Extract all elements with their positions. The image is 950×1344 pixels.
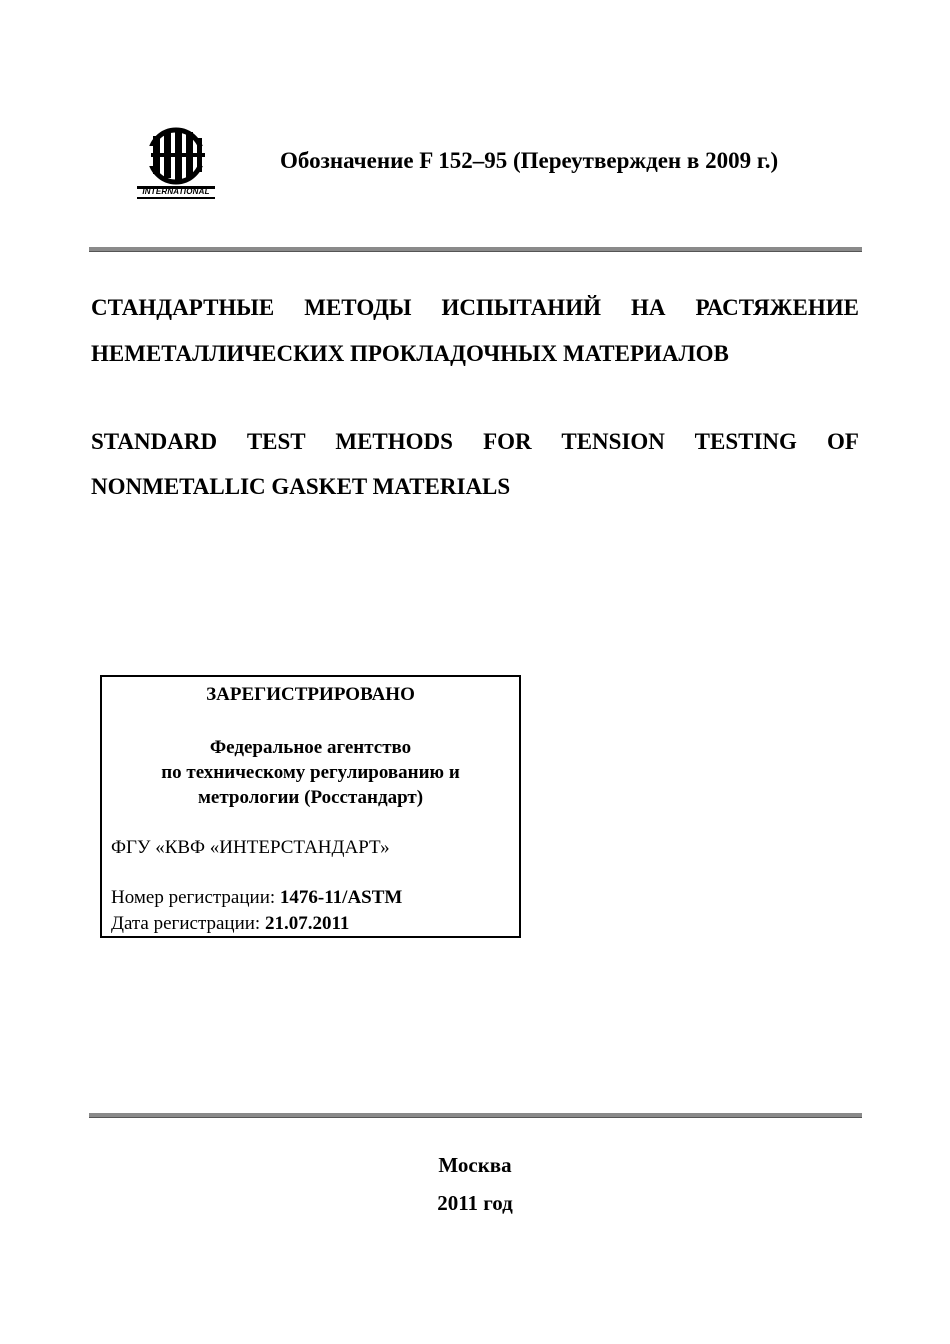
- bottom-divider: [89, 1113, 862, 1118]
- agency-line-2: по техническому регулированию и: [161, 762, 460, 783]
- publication-city: Москва: [438, 1153, 512, 1177]
- title-en-line-1: STANDARD TEST METHODS FOR TENSION TESTING OF: [91, 429, 859, 454]
- registration-date: [111, 913, 349, 935]
- registration-organization: ФГУ «КВФ «ИНТЕРСТАНДАРТ»: [111, 837, 390, 858]
- top-divider: [89, 247, 862, 252]
- registration-number-label: Номер регистрации:: [111, 887, 280, 908]
- registration-agency: [102, 735, 519, 810]
- registration-date-label: Дата регистрации:: [111, 913, 265, 934]
- registration-date-value: 21.07.2011: [264, 913, 350, 934]
- title-ru-line-2: НЕМЕТАЛЛИЧЕСКИХ ПРОКЛАДОЧНЫХ МАТЕРИАЛОВ: [91, 341, 729, 366]
- registration-heading: ЗАРЕГИСТРИРОВАНО: [206, 684, 415, 705]
- document-designation: Обозначение F 152–95 (Переутвержден в 2009 г.): [280, 148, 779, 173]
- agency-line-3: метрологии (Росстандарт): [197, 787, 424, 808]
- agency-line-1: Федеральное агентство: [209, 737, 412, 758]
- title-ru-line-1: СТАНДАРТНЫЕ МЕТОДЫ ИСПЫТАНИЙ НА РАСТЯЖЕНИЕ: [91, 295, 859, 320]
- registration-number: [111, 887, 402, 909]
- astm-logo: [133, 126, 219, 200]
- title-en-line-2: NONMETALLIC GASKET MATERIALS: [91, 474, 511, 499]
- logo-subtext: INTERNATIONAL: [142, 187, 210, 196]
- registration-stamp: [100, 675, 521, 938]
- publication-year: 2011 год: [437, 1191, 513, 1215]
- registration-number-value: 1476-11/ASTM: [279, 887, 403, 908]
